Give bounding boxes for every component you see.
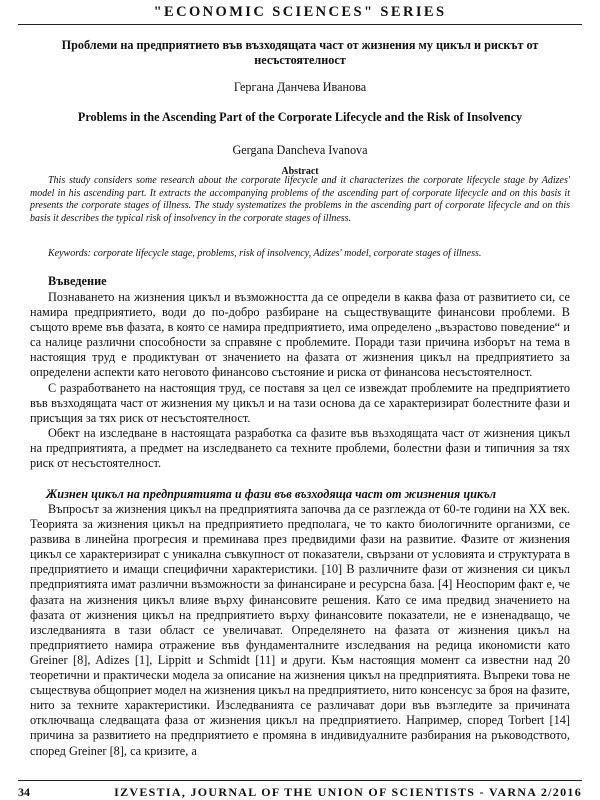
keywords-list: corporate lifecycle stage, problems, risk of insolvency, Adizes' model, corporate stages of illness. xyxy=(93,248,482,259)
paragraph: Обект на изследване в настоящата разработка са фазите във възходящата част от жизнения цикъл на предприятията, а предмет на изследването са техните проблеми, болестни фази и типичния за тях риск от несъстоятелност. xyxy=(30,425,570,471)
paragraph: С разработването на настоящия труд, се поставя за цел се извеждат проблемите на предприятието във възходящата част от жизнения му цикъл и на тази основа да се характеризират болестните фази и присъщия за тях риск от несъстоятелност. xyxy=(30,380,570,425)
page-footer xyxy=(18,785,582,799)
author-english: Gergana Dancheva Ivanova xyxy=(232,143,368,157)
abstract-heading: Abstract xyxy=(281,166,319,177)
footer-rule xyxy=(18,780,582,781)
journal-name: IZVESTIA, JOURNAL OF THE UNION OF SCIENTISTS - VARNA 2/2016 xyxy=(114,785,582,799)
keywords xyxy=(30,248,570,261)
title-english: Problems in the Ascending Part of the Corporate Lifecycle and the Risk of Insolvency xyxy=(77,110,523,124)
page-number: 34 xyxy=(18,785,30,799)
title-bulgarian: Проблеми на предприятието във възходящата част от жизнения му цикъл и рискът от несъстоятелност xyxy=(61,38,539,67)
author-bulgarian: Гергана Данчева Иванова xyxy=(233,80,367,94)
header-rule xyxy=(18,24,582,25)
section-heading-introduction: Въведение xyxy=(48,274,107,288)
abstract-text: This study considers some research about the corporate lifecycle and it characterizes the corporate lifecycle stage by Adizes' model in his ascending part. It extracts the accompanying problems of the ascending part of corporate lifecycle and on this basis it presents the corporate stages of illness. The study systematizes the problems in the ascending part of corporate lifecycle and on this basis it describes the typical risk of insolvency in the corporate stages of illness. xyxy=(30,175,570,224)
introduction-body xyxy=(30,290,570,471)
paragraph: Познаването на жизнения цикъл и възможността да се определи в каква фаза от развитието си, се намира предприятието, води до по-добро разбиране на съществуващите финансови проблеми. В същото време във фазата, в която се намира предприятието, има определено „възрастово поведение“ и са налице различни способности за справяне с проблемите. Поради тази причина изборът на тема в настоящия труд е продиктуван от значението на фазата от жизнения цикъл на предприятието за определени аспекти като неговото финансово състояние и риска от финансова несъстоятелност. xyxy=(30,290,570,380)
keywords-label: Keywords: xyxy=(48,248,91,259)
paragraph: Въпросът за жизнения цикъл на предприятията започва да се разглежда от 60-те години на ХХ век. Теорията за жизнения цикъл на предприятието предполага, че то както биологичните организми, се развива в линейна прогресия и преминава през предвидими фази на развитие. Фазите от жизнения цикъл се характеризират с уникална съвкупност от показатели, свързани от условията и структурата в предприятието и имащи специфични характеристики. [10] В различните фази от жизнения си цикъл предприятията имат различни възможности за финансиране и ресурсна база. [4] Неоспорим факт е, че фазата на жизнения цикъл влияе върху финансовите решения. Като се има предвид значението на фазата от жизнения цикъл на предприятието върху финансовите показатели, не е изненадващо, че изследванията в тази област се увеличават. Определянето на фазата от жизнения цикъл на предприятието намира отражение във фундаменталните изследвания на редица икономисти като Greiner [8], Adizes [1], Lippitt и Schmidt [11] и други. Към настоящия момент са известни над 20 теоретични и практически модела за описание на жизнения цикъл на предприятията. Въпреки това не съществува общоприет модел на жизнения цикъл на предприятието, нито консенсус за броя на фазите, нито за техните характеристики. Изследванията се различават дори във възгледите за причината отключваща следващата фаза от жизнения цикъл на предприятието. Например, според Torbert [14] причина за развитието на предприятието е промяна в индивидуалните разбирания на ръководството, според Greiner [8], са кризите, а xyxy=(30,502,570,758)
lifecycle-body xyxy=(30,502,570,759)
series-header: "ECONOMIC SCIENCES" SERIES xyxy=(153,4,447,20)
section-heading-lifecycle: Жизнен цикъл на предприятията и фази във възходяща част от жизнения цикъл xyxy=(46,487,497,501)
